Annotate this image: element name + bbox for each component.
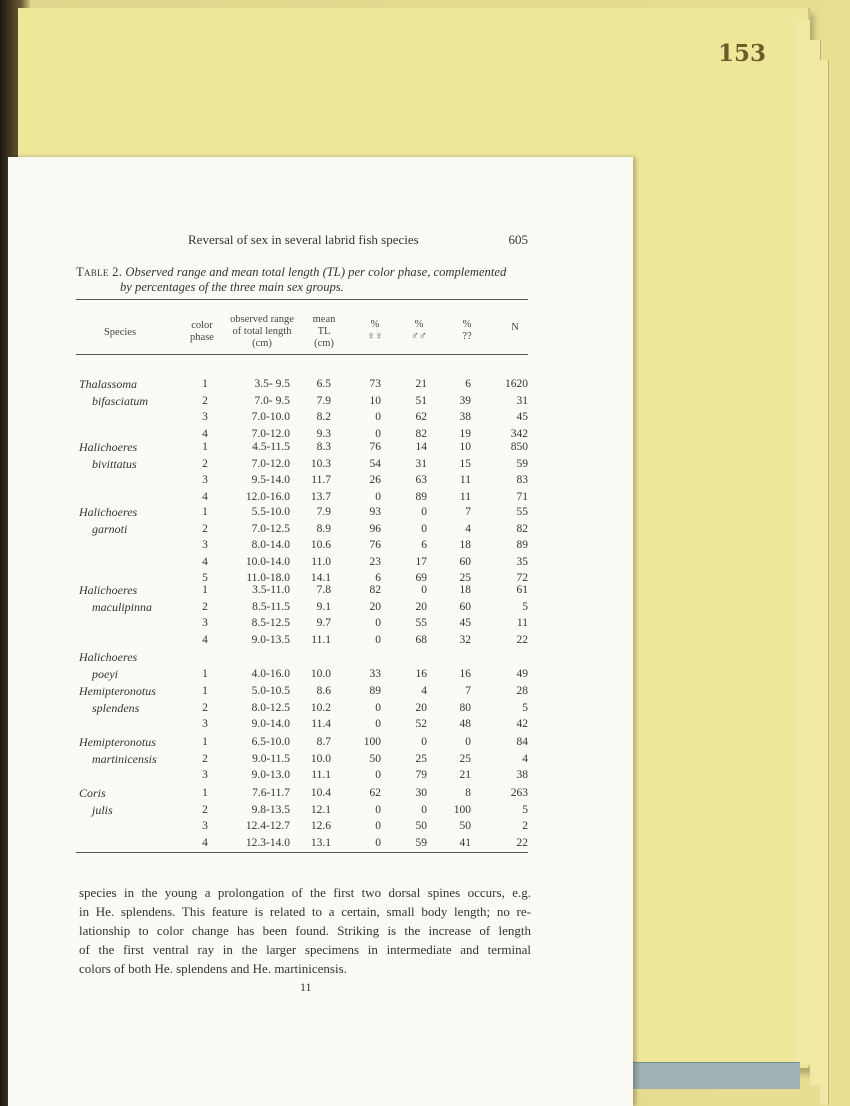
species-name-genus: Halichoeres [79,583,138,597]
folder-edge [820,60,829,1105]
cell-unknown: 80 [459,701,471,714]
cell-phase: 2 [202,600,208,613]
body-line: lationship to color change has been found. Striking is the increase of length [79,923,531,938]
species-name-epithet: poeyi [92,666,118,681]
cell-male: 20 [415,701,427,714]
col-phase-line: phase [190,332,214,343]
cell-female: 82 [369,584,381,596]
cell-phase: 1 [202,736,208,748]
cell-unknown: 10 [459,441,471,453]
table-header-rule [76,354,528,355]
cell-male: 52 [415,718,427,731]
cell-mean: 11.0 [311,555,331,568]
cell-unknown: 21 [459,769,471,782]
cell-phase: 3 [202,617,208,630]
folder-edge [796,20,811,1065]
cell-n: 89 [516,539,528,552]
cell-n: 5 [522,600,528,613]
cell-range: 9.0-13.5 [251,633,290,646]
cell-mean: 10.4 [310,787,331,799]
cell-unknown: 38 [459,411,471,424]
cell-n: 22 [516,633,528,646]
cell-n: 28 [516,685,528,697]
cell-female: 0 [375,701,381,714]
cell-unknown: 100 [453,803,471,816]
cell-phase: 4 [202,490,208,503]
cell-n: 4 [522,752,528,765]
cell-male: 17 [415,555,427,568]
cell-male: 0 [421,803,427,816]
cell-mean: 13.1 [310,836,331,849]
cell-female: 0 [375,769,381,782]
cell-unknown: 6 [465,378,471,390]
cell-female: 93 [369,506,381,518]
cell-male: 63 [415,474,427,487]
cell-range: 12.4-12.7 [245,820,290,833]
cell-n: 84 [516,736,528,748]
col-male-line: % [414,319,424,330]
cell-phase: 1 [202,584,208,596]
cell-male: 69 [415,572,427,585]
col-unknown-line: ?? [462,331,472,342]
table-label: Table 2. [76,265,123,279]
cell-mean: 10.0 [310,752,331,765]
cell-n: 1620 [505,378,528,390]
caption-line-1: Observed range and mean total length (TL) per color phase, complemented [125,265,507,279]
cell-unknown: 18 [459,584,471,596]
cell-female: 26 [369,474,381,487]
cell-male: 0 [421,522,427,535]
cell-female: 0 [375,427,381,440]
cell-mean: 10.2 [310,701,331,714]
cell-range: 7.0-12.0 [251,427,290,440]
cell-female: 54 [369,457,381,470]
cell-n: 55 [516,506,528,518]
cell-n: 59 [516,457,528,470]
cell-male: 0 [421,584,427,596]
cell-mean: 11.1 [311,769,331,782]
col-unknown-line: % [462,319,472,330]
cell-female: 76 [369,539,381,552]
col-male-line: ♂♂ [411,331,427,342]
cell-female: 0 [375,836,381,849]
cell-n: 72 [516,572,528,585]
cell-unknown: 18 [459,539,471,552]
cell-range: 9.5-14.0 [251,474,290,487]
cell-male: 31 [415,457,427,470]
cell-female: 20 [369,600,381,613]
cell-female: 33 [369,667,381,680]
cell-mean: 8.7 [316,736,331,748]
cell-phase: 1 [202,506,208,518]
cell-mean: 7.8 [316,584,331,596]
cell-female: 89 [369,685,381,697]
cell-mean: 7.9 [316,394,331,407]
cell-phase: 1 [202,441,208,453]
cell-n: 71 [516,490,528,503]
cell-n: 263 [510,787,528,799]
table-top-rule [76,299,528,300]
cell-range: 8.0-12.5 [251,701,290,714]
species-name-epithet: splendens [92,700,140,715]
cell-range: 5.0-10.5 [251,685,290,697]
cell-mean: 9.1 [316,600,331,613]
cell-male: 51 [415,394,427,407]
cell-female: 0 [375,617,381,630]
cell-male: 0 [421,506,427,518]
cell-range: 3.5-11.0 [252,584,290,596]
cell-mean: 10.0 [310,667,331,680]
cell-unknown: 7 [465,506,471,518]
col-range-line: of total length [232,326,292,337]
running-head [188,232,528,252]
cell-n: 22 [516,836,528,849]
cell-unknown: 39 [459,394,471,407]
cell-unknown: 4 [465,522,471,535]
cell-mean: 9.7 [316,617,331,630]
cell-range: 12.3-14.0 [245,836,290,849]
cell-mean: 14.1 [310,572,331,585]
species-name-genus: Hemipteronotus [79,684,156,698]
cell-range: 8.5-11.5 [252,600,290,613]
col-female [360,319,390,343]
cell-phase: 2 [202,394,208,407]
cell-mean: 7.9 [316,506,331,518]
cell-phase: 3 [202,539,208,552]
col-species: Species [103,327,137,338]
cell-phase: 4 [202,427,208,440]
cell-mean: 11.4 [311,718,331,731]
col-mean [302,314,346,350]
cell-n: 5 [522,701,528,714]
col-range [222,314,302,350]
blue-sheet-edge [610,1062,800,1089]
cell-male: 16 [415,667,427,680]
cell-phase: 1 [202,685,208,697]
cell-phase: 5 [202,572,208,585]
cell-mean: 13.7 [310,490,331,503]
col-phase [180,320,224,344]
species-name-epithet: bivittatus [92,456,137,471]
cell-female: 62 [369,787,381,799]
cell-female: 0 [375,820,381,833]
cell-n: 38 [516,769,528,782]
cell-range: 9.8-13.5 [251,803,290,816]
cell-unknown: 41 [459,836,471,849]
cell-phase: 4 [202,836,208,849]
cell-unknown: 19 [459,427,471,440]
cell-unknown: 60 [459,555,471,568]
cell-male: 0 [421,736,427,748]
cell-male: 30 [415,787,427,799]
cell-unknown: 7 [465,685,471,697]
cell-mean: 8.2 [316,411,331,424]
cell-mean: 10.3 [310,457,331,470]
cell-mean: 12.1 [310,803,331,816]
body-paragraph [79,883,531,978]
cell-range: 9.0-11.5 [252,752,290,765]
cell-mean: 11.7 [311,474,331,487]
archive-number: 153 [718,40,767,67]
cell-range: 6.5-10.0 [251,736,290,748]
cell-range: 10.0-14.0 [245,555,290,568]
cell-female: 0 [375,803,381,816]
col-male [404,319,434,343]
cell-female: 76 [369,441,381,453]
col-mean-line: (cm) [314,338,334,349]
cell-female: 50 [369,752,381,765]
cell-unknown: 15 [459,457,471,470]
footer-page-number: 11 [300,980,312,994]
cell-range: 7.0-12.0 [251,457,290,470]
cell-female: 100 [363,736,381,748]
cell-range: 9.0-14.0 [251,718,290,731]
caption-line-2: by percentages of the three main sex groups. [120,280,344,294]
cell-male: 25 [415,752,427,765]
col-mean-line: mean [312,314,336,325]
cell-male: 4 [421,685,427,697]
cell-unknown: 11 [459,490,471,503]
cell-unknown: 0 [465,736,471,748]
cell-n: 42 [516,718,528,731]
cell-male: 82 [415,427,427,440]
body-line: of the first ventral ray in the larger specimens in intermediate and terminal [79,942,531,957]
cell-female: 6 [375,572,381,585]
cell-range: 8.0-14.0 [251,539,290,552]
cell-n: 11 [516,617,528,630]
cell-phase: 3 [202,769,208,782]
cell-phase: 2 [202,752,208,765]
cell-mean: 9.3 [316,427,331,440]
cell-phase: 3 [202,474,208,487]
species-name-epithet: maculipinna [92,599,152,614]
species-name-epithet: julis [92,802,113,817]
cell-range: 4.5-11.5 [252,441,290,453]
cell-n: 31 [516,394,528,407]
body-line: in He. splendens. This feature is related to a certain, small body length; no re- [79,904,531,919]
body-line: species in the young a prolongation of the first two dorsal spines occurs, e.g. [79,885,531,900]
species-name-epithet: martinicensis [92,751,157,766]
cell-phase: 1 [202,787,208,799]
cell-range: 9.0-13.0 [251,769,290,782]
cell-n: 35 [516,555,528,568]
cell-female: 0 [375,490,381,503]
species-name-genus: Halichoeres [79,650,138,664]
cell-range: 7.0-10.0 [251,411,290,424]
species-name-genus: Halichoeres [79,505,138,519]
cell-phase: 3 [202,411,208,424]
cell-unknown: 25 [459,752,471,765]
col-female-line: ♀♀ [367,331,383,342]
col-range-line: observed range [230,314,294,325]
cell-male: 55 [415,617,427,630]
cell-n: 61 [516,584,528,596]
cell-n: 45 [516,411,528,424]
cell-unknown: 11 [459,474,471,487]
cell-unknown: 25 [459,572,471,585]
cell-female: 73 [369,378,381,390]
cell-range: 3.5- 9.5 [254,378,290,390]
cell-n: 5 [522,803,528,816]
cell-male: 50 [415,820,427,833]
cell-phase: 2 [202,457,208,470]
col-female-line: % [370,319,380,330]
cell-range: 7.0- 9.5 [254,394,290,407]
cell-range: 7.0-12.5 [251,522,290,535]
cell-phase: 2 [202,803,208,816]
table-bottom-rule [76,852,528,853]
running-head-title: Reversal of sex in several labrid fish species [188,232,419,247]
cell-phase: 3 [202,718,208,731]
cell-female: 10 [369,394,381,407]
cell-unknown: 8 [465,787,471,799]
cell-range: 8.5-12.5 [251,617,290,630]
cell-unknown: 32 [459,633,471,646]
cell-range: 7.6-11.7 [252,787,290,799]
col-phase-line: color [191,320,213,331]
cell-phase: 4 [202,555,208,568]
cell-n: 850 [510,441,528,453]
cell-male: 6 [421,539,427,552]
cell-mean: 8.3 [316,441,331,453]
cell-female: 96 [369,522,381,535]
cell-n: 49 [516,667,528,680]
species-name-genus: Hemipteronotus [79,735,156,749]
cell-range: 4.0-16.0 [251,667,290,680]
table-caption [76,265,536,295]
cell-phase: 2 [202,701,208,714]
col-unknown [452,319,482,343]
cell-female: 0 [375,411,381,424]
cell-male: 14 [415,441,427,453]
cell-n: 342 [510,427,528,440]
cell-unknown: 60 [459,600,471,613]
cell-male: 68 [415,633,427,646]
cell-unknown: 48 [459,718,471,731]
cell-female: 0 [375,633,381,646]
col-mean-line: TL [317,326,331,337]
cell-range: 11.0-18.0 [246,572,290,585]
cell-mean: 6.5 [316,378,331,390]
cell-n: 83 [516,474,528,487]
cell-mean: 11.1 [311,633,331,646]
cell-phase: 1 [202,667,208,680]
cell-mean: 8.9 [316,522,331,535]
species-name-genus: Coris [79,786,106,800]
cell-male: 20 [415,600,427,613]
cell-male: 62 [415,411,427,424]
cell-unknown: 50 [459,820,471,833]
cell-range: 12.0-16.0 [245,490,290,503]
cell-unknown: 16 [459,667,471,680]
cell-mean: 8.6 [316,685,331,697]
cell-phase: 2 [202,522,208,535]
cell-male: 89 [415,490,427,503]
col-range-line: (cm) [252,338,272,349]
species-name-epithet: garnoti [92,521,128,536]
body-line: colors of both He. splendens and He. martinicensis. [79,961,347,976]
cell-male: 59 [415,836,427,849]
cell-mean: 10.6 [310,539,331,552]
cell-phase: 3 [202,820,208,833]
cell-unknown: 45 [459,617,471,630]
cell-phase: 1 [202,378,208,390]
species-name-genus: Thalassoma [79,377,138,391]
cell-mean: 12.6 [310,820,331,833]
cell-n: 82 [516,522,528,535]
cell-female: 23 [369,555,381,568]
cell-n: 2 [522,820,528,833]
cell-phase: 4 [202,633,208,646]
species-name-genus: Halichoeres [79,440,138,454]
species-name-epithet: bifasciatum [92,393,148,408]
cell-range: 5.5-10.0 [251,506,290,518]
running-head-page: 605 [508,232,528,247]
cell-female: 0 [375,718,381,731]
col-n: N [511,322,519,333]
cell-male: 21 [415,378,427,390]
cell-male: 79 [415,769,427,782]
